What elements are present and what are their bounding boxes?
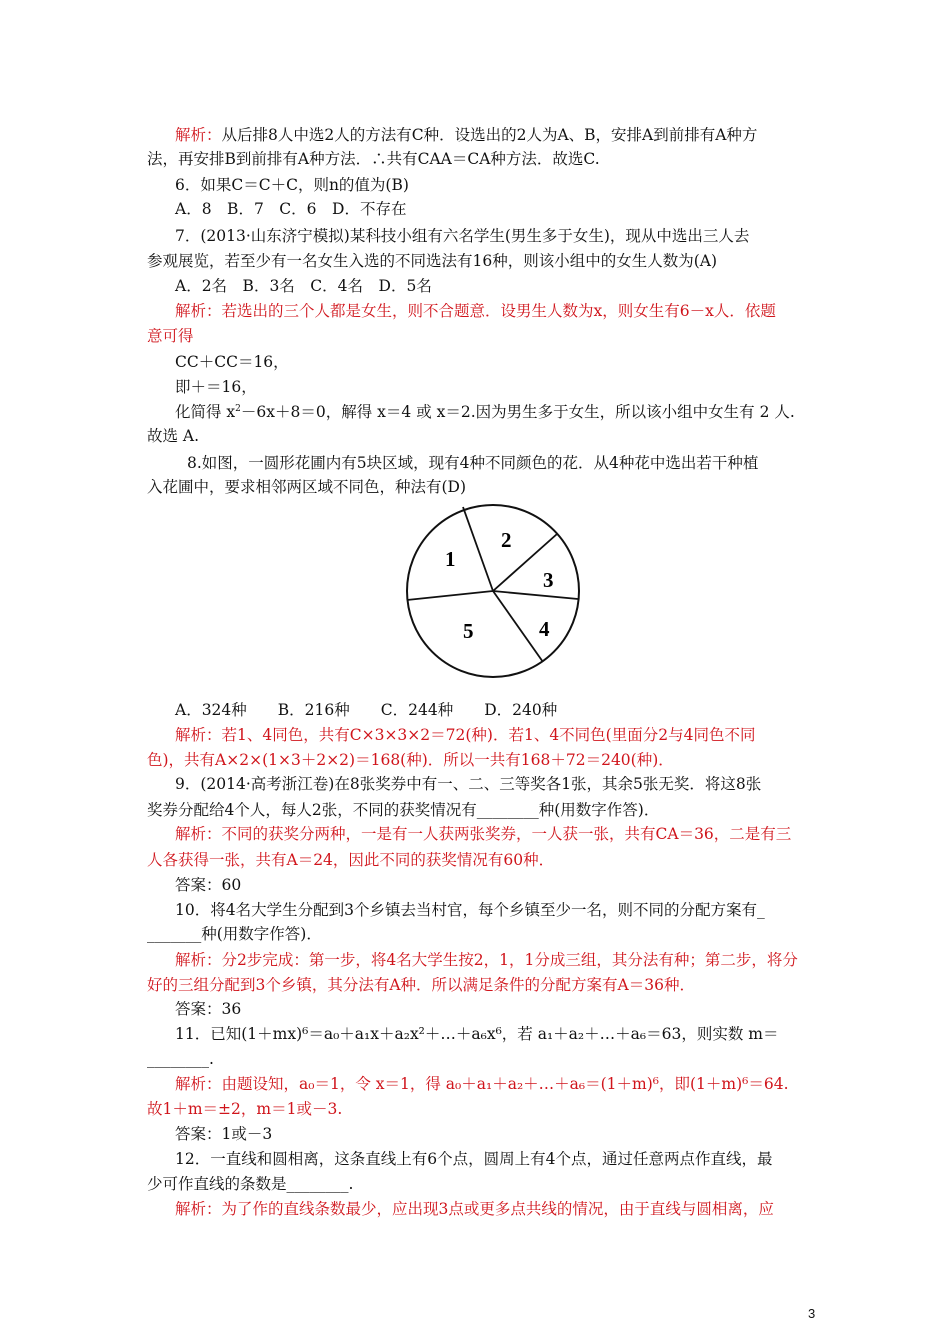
analysis-line: 色)，共有A×2×(1×3＋2×2)＝168(种)．所以一共有168＋72＝240(种)． — [147, 751, 674, 769]
analysis-line: 解析：若选出的三个人都是女生，则不合题意．设男生人数为x，则女生有6－x人．依题 — [175, 302, 776, 320]
question-8: 8.如图，一圆形花圃内有5块区域，现有4种不同颜色的花．从4种花中选出若干种植 — [187, 454, 759, 472]
text-line: 奖券分配给4个人，每人2张，不同的获奖情况有________种(用数字作答)． — [147, 801, 660, 819]
region-label-3: 3 — [543, 568, 554, 592]
analysis-line: 解析：若1、4同色，共有C×3×3×2＝72(种)．若1、4不同色(里面分2与4同色不同 — [175, 726, 756, 744]
page-number: 3 — [808, 1306, 816, 1321]
question-10: 10．将4名大学生分配到3个乡镇去当村官，每个乡镇至少一名，则不同的分配方案有_ — [175, 901, 765, 919]
analysis-line: 解析：不同的获奖分两种，一是有一人获两张奖券，一人获一张，共有CA＝36，二是有三 — [175, 825, 792, 843]
text-line: 少可作直线的条数是________. — [147, 1175, 354, 1193]
divider — [493, 591, 578, 599]
formula-line: 即＋＝16， — [175, 378, 257, 396]
question-7: 7．(2013·山东济宁模拟)某科技小组有六名学生(男生多于女生)，现从中选出三人去 — [175, 227, 750, 245]
analysis-line: 解析：分2步完成：第一步，将4名大学生按2，1，1分成三组，其分法有种；第二步，将分 — [175, 951, 798, 969]
analysis-line: 人各获得一张，共有A＝24，因此不同的获奖情况有60种． — [147, 851, 555, 869]
analysis-label: 解析： — [175, 726, 222, 744]
formula-line: CC＋CC＝16， — [175, 353, 289, 371]
analysis-line: 故1＋m＝±2，m＝1或－3. — [147, 1100, 343, 1118]
text-line: 参观展览，若至少有一名女生入选的不同选法有16种，则该小组中的女生人数为(A) — [147, 252, 718, 270]
answer-line: 答案：1或－3 — [175, 1125, 273, 1143]
options-8: A．324种 B．216种 C．244种 D．240种 — [175, 701, 558, 719]
flowerbed-figure — [393, 502, 593, 680]
answer-line: 答案：36 — [175, 1000, 242, 1018]
text-line: 化简得 $x^2-6x+8=0$，解得 x＝4 或 x＝2.因为男生多于女生，所以该小组中女生有 2 人. — [175, 403, 795, 421]
text-line: 解析：从后排8人中选2人的方法有C种．设选出的2人为A、B，安排A到前排有A种方 — [175, 126, 758, 144]
region-label-1: 1 — [445, 547, 456, 571]
question-6: 6．如果C＝C＋C，则n的值为(B) — [175, 176, 409, 194]
analysis-label: 解析： — [175, 1200, 222, 1218]
divider — [493, 591, 543, 662]
analysis-label: 解析： — [175, 1075, 222, 1093]
question-9: 9．(2014·高考浙江卷)在8张奖券中有一、二、三等奖各1张，其余5张无奖．将这8张 — [175, 775, 762, 793]
text-line: 法，再安排B到前排有A种方法．∴共有CAA＝CA种方法．故选C. — [147, 150, 600, 168]
options-6: A．8 B．7 C．6 D．不存在 — [175, 200, 407, 218]
analysis-line: 解析：由题设知，a₀＝1，令 x＝1，得 a₀＋a₁＋a₂＋…＋a₆＝(1＋m)⁶，即(1＋m)⁶＝64. — [175, 1075, 789, 1093]
analysis-line: 意可得 — [147, 327, 194, 345]
region-label-2: 2 — [501, 528, 512, 552]
region-label-5: 5 — [463, 619, 474, 643]
divider — [407, 591, 493, 600]
text-line: _______种(用数字作答)． — [147, 925, 322, 943]
question-12: 12．一直线和圆相离，这条直线上有6个点，圆周上有4个点，通过任意两点作直线，最 — [175, 1150, 773, 1168]
analysis-label: 解析： — [175, 302, 222, 320]
region-label-4: 4 — [539, 617, 550, 641]
options-7: A．2名 B．3名 C．4名 D．5名 — [175, 277, 432, 295]
analysis-label: 解析： — [175, 825, 222, 843]
analysis-label: 解析： — [175, 126, 222, 144]
question-11: 11．已知(1＋mx)⁶＝a₀＋a₁x＋a₂x²＋…＋a₆x⁶，若 a₁＋a₂＋…＋a₆＝63，则实数 m＝ — [175, 1025, 779, 1043]
analysis-line: 解析：为了作的直线条数最少，应出现3点或更多点共线的情况，由于直线与圆相离，应 — [175, 1200, 774, 1218]
analysis-label: 解析： — [175, 951, 222, 969]
answer-line: 答案：60 — [175, 876, 242, 894]
divider — [463, 507, 493, 591]
text-line: 入花圃中，要求相邻两区域不同色，种法有(D) — [147, 478, 467, 496]
text-line: 故选 A. — [147, 427, 200, 445]
analysis-line: 好的三组分配到3个乡镇，其分法有A种．所以满足条件的分配方案有A＝36种． — [147, 976, 695, 994]
text-line: ________. — [147, 1050, 214, 1068]
